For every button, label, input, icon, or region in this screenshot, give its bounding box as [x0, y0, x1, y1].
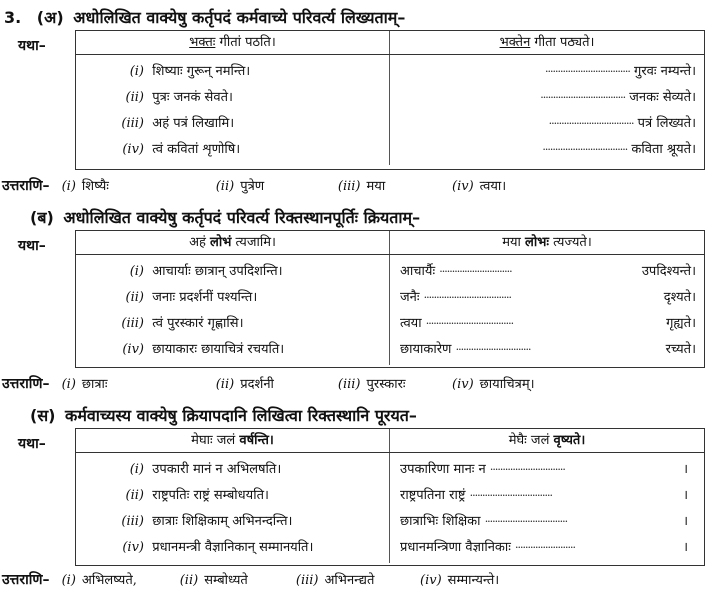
active-sentence: उपकारी मानं न अभिलषति।	[152, 462, 282, 477]
passive-blanks-s	[390, 453, 704, 563]
fill-blank[interactable]: ···································	[425, 317, 514, 330]
section-marker-s: (स)	[30, 406, 56, 425]
list-item	[76, 59, 389, 85]
question-heading-s	[30, 404, 417, 426]
active-sentences-a	[76, 55, 390, 165]
active-sentence: छात्राः शिक्षिकाम् अभिनन्दन्ति।	[152, 514, 293, 529]
passive-suffix: रच्यते।	[665, 342, 696, 357]
fill-blank[interactable]: ·································	[469, 489, 552, 502]
list-item	[76, 311, 389, 337]
answer-number: (ii)	[215, 377, 235, 392]
list-item	[76, 457, 389, 483]
example-passive-s	[390, 429, 704, 452]
item-number: (i)	[129, 264, 144, 279]
exercise-body-b	[76, 255, 704, 365]
blank-line	[400, 509, 688, 535]
answer-number: (iii)	[295, 573, 319, 588]
active-sentence: त्वं कवितां शृणोषि।	[152, 142, 241, 157]
passive-suffix: ।	[683, 514, 688, 529]
example-object-b-passive: लोभः	[525, 235, 549, 250]
passive-suffix: जनकः सेव्यते।	[629, 90, 696, 105]
blank-line	[400, 483, 688, 509]
question-number: 3.	[4, 8, 22, 27]
active-sentence: प्रधानमन्त्री वैज्ञानिकान् सम्मानयति।	[152, 540, 314, 555]
list-item	[76, 483, 389, 509]
blank-line	[390, 111, 696, 137]
answers-s	[2, 570, 499, 589]
section-instruction-s: कर्मवाच्यस्य वाक्येषु क्रियापदानि लिखित्वा रिक्तस्थानि पूरयत–	[65, 406, 417, 425]
example-passive-text-a: गीता पठ्यते।	[530, 35, 595, 50]
passive-prefix: छात्राभिः शिक्षिका	[400, 514, 481, 529]
item-number: (iii)	[121, 316, 144, 331]
answer-text: छायाचित्रम्।	[479, 377, 535, 392]
list-item	[76, 535, 389, 561]
exercise-table-a	[75, 30, 705, 170]
fill-blank[interactable]: ······························	[489, 463, 565, 476]
example-text: त्यजामि।	[231, 235, 276, 250]
section-instruction-a: अधोलिखित वाक्येषु कर्तृपदं कर्मवाच्ये परिवर्त्य लिख्यताम्–	[73, 8, 406, 27]
active-sentences-b	[76, 255, 390, 365]
list-item	[76, 111, 389, 137]
passive-suffix: उपदिश्यन्ते।	[641, 264, 696, 279]
item-number: (i)	[129, 64, 144, 79]
fill-blank[interactable]: ··································	[542, 143, 628, 156]
answer-text: मया	[366, 179, 386, 194]
answers-a	[2, 176, 506, 195]
answer-number: (i)	[61, 573, 76, 588]
passive-prefix: प्रधानमन्त्रिणा वैज्ञानिकाः	[400, 540, 511, 555]
blank-line	[400, 535, 688, 561]
answer-number: (iii)	[337, 377, 361, 392]
section-instruction-b: अधोलिखित वाक्येषु कर्तृपदं परिवर्त्य रिक्तस्थानपूर्तिः क्रियताम्–	[63, 208, 421, 227]
answers-b	[2, 374, 535, 393]
item-number: (ii)	[125, 90, 144, 105]
item-number: (i)	[129, 462, 144, 477]
passive-prefix: उपकारिणा मानः न	[400, 462, 486, 477]
fill-blank[interactable]: ·································	[484, 515, 568, 528]
active-sentence: शिष्याः गुरून् नमन्ति।	[152, 64, 251, 79]
active-sentence: पुत्रः जनकं सेवते।	[152, 90, 233, 105]
example-label-b: यथा–	[18, 238, 46, 254]
example-text: त्यज्यते।	[549, 235, 592, 250]
exercise-table-b	[75, 230, 705, 368]
active-sentence: आचार्याः छात्रान् उपदिशन्ति।	[152, 264, 283, 279]
answer-text: सम्मान्यन्ते।	[447, 573, 500, 588]
answer-number: (i)	[61, 179, 76, 194]
list-item	[76, 259, 389, 285]
answer-text: सम्बोध्यते	[204, 573, 248, 588]
example-text: अहं	[189, 235, 211, 250]
example-active-a	[76, 31, 390, 54]
list-item	[76, 509, 389, 535]
passive-blanks-b	[390, 255, 704, 365]
passive-blanks-a	[390, 55, 704, 165]
answers-label: उत्तराणि–	[2, 572, 50, 588]
item-number: (iv)	[122, 342, 144, 357]
passive-suffix: ।	[683, 462, 688, 477]
example-active-b	[76, 231, 390, 254]
passive-suffix: पत्रं लिख्यते।	[637, 116, 696, 131]
answer-number: (ii)	[215, 179, 235, 194]
fill-blank[interactable]: ·····························	[439, 265, 512, 278]
example-row-b	[76, 231, 704, 255]
example-passive-b	[390, 231, 704, 254]
blank-line	[390, 137, 696, 163]
active-sentences-s	[76, 453, 390, 563]
passive-suffix: ।	[683, 488, 688, 503]
active-sentence: राष्ट्रपतिः राष्ट्रं सम्बोधयति।	[152, 488, 269, 503]
answer-text: पुरस्कारः	[366, 377, 406, 392]
answer-text: प्रदर्शनी	[240, 377, 274, 392]
active-sentence: त्वं पुरस्कारं गृह्णासि।	[152, 316, 244, 331]
fill-blank[interactable]: ··································	[545, 65, 630, 78]
answer-text: अभिनन्द्यते	[324, 573, 375, 588]
active-sentence: जनाः प्रदर्शनीं पश्यन्ति।	[152, 290, 258, 305]
passive-prefix: जनैः	[400, 290, 420, 305]
item-number: (iii)	[121, 116, 144, 131]
blank-line	[400, 311, 696, 337]
answer-number: (iv)	[452, 179, 474, 194]
item-number: (iii)	[121, 514, 144, 529]
answer-text: त्वया।	[479, 179, 507, 194]
example-label-a: यथा–	[18, 38, 46, 54]
answer-number: (i)	[61, 377, 76, 392]
fill-blank[interactable]: ···································	[423, 291, 512, 304]
answer-text: छात्राः	[81, 377, 108, 392]
passive-prefix: छायाकारेण	[400, 342, 452, 357]
example-text: मया	[502, 235, 526, 250]
example-row-a	[76, 31, 704, 55]
blank-line	[390, 59, 696, 85]
question-heading-b	[30, 206, 420, 228]
answer-text: पुत्रेण	[240, 179, 265, 194]
list-item	[76, 137, 389, 163]
answer-number: (iii)	[337, 179, 361, 194]
example-active-text-a: गीतां पठति।	[215, 35, 276, 50]
answers-label: उत्तराणि–	[2, 178, 50, 194]
item-number: (iv)	[122, 142, 144, 157]
section-marker-a: (अ)	[36, 8, 64, 27]
exercise-body-s	[76, 453, 704, 563]
fill-blank[interactable]: ··································	[548, 117, 634, 130]
blank-line	[400, 259, 696, 285]
answer-number: (iv)	[452, 377, 474, 392]
section-marker-b: (ब)	[30, 208, 54, 227]
example-text: मेघैः जलं	[508, 433, 554, 448]
exercise-table-s	[75, 428, 705, 566]
passive-suffix: ।	[683, 540, 688, 555]
blank-line	[400, 457, 688, 483]
example-passive-a	[390, 31, 704, 54]
blank-line	[400, 337, 696, 363]
blank-line	[400, 285, 696, 311]
list-item	[76, 285, 389, 311]
example-subject-a: भक्तः	[189, 35, 216, 50]
item-number: (ii)	[125, 488, 144, 503]
passive-prefix: त्वया	[400, 316, 422, 331]
passive-prefix: राष्ट्रपतिना राष्ट्रं	[400, 488, 466, 503]
blank-line	[390, 85, 696, 111]
answer-text: शिष्यैः	[81, 179, 109, 194]
example-active-s	[76, 429, 390, 452]
item-number: (ii)	[125, 290, 144, 305]
item-number: (iv)	[122, 540, 144, 555]
passive-suffix: गुरवः नम्यन्ते।	[634, 64, 696, 79]
active-sentence: अहं पत्रं लिखामि।	[152, 116, 235, 131]
example-row-s	[76, 429, 704, 453]
fill-blank[interactable]: ······························	[455, 343, 531, 356]
example-text: मेघाः जलं	[191, 433, 240, 448]
active-sentence: छायाकारः छायाचित्रं रचयति।	[152, 342, 285, 357]
list-item	[76, 337, 389, 363]
answer-text: अभिलष्यते,	[81, 573, 137, 588]
exercise-body-a	[76, 55, 704, 165]
answers-label: उत्तराणि–	[2, 376, 50, 392]
question-heading-a	[4, 6, 405, 28]
passive-suffix: गृह्यते।	[666, 316, 696, 331]
fill-blank[interactable]: ··································	[540, 91, 626, 104]
example-verb-s-passive: वृष्यते।	[553, 433, 586, 448]
passive-suffix: कविता श्रूयते।	[631, 142, 696, 157]
fill-blank[interactable]: ························	[515, 541, 575, 554]
passive-suffix: दृश्यते।	[663, 290, 696, 305]
answer-number: (ii)	[179, 573, 199, 588]
passive-prefix: आचार्यैः	[400, 264, 436, 279]
example-agent-a: भक्तेन	[499, 35, 531, 50]
answer-number: (iv)	[420, 573, 442, 588]
list-item	[76, 85, 389, 111]
example-label-s: यथा–	[18, 436, 46, 452]
example-object-b: लोभं	[210, 235, 232, 250]
example-verb-s: वर्षन्ति।	[239, 433, 274, 448]
